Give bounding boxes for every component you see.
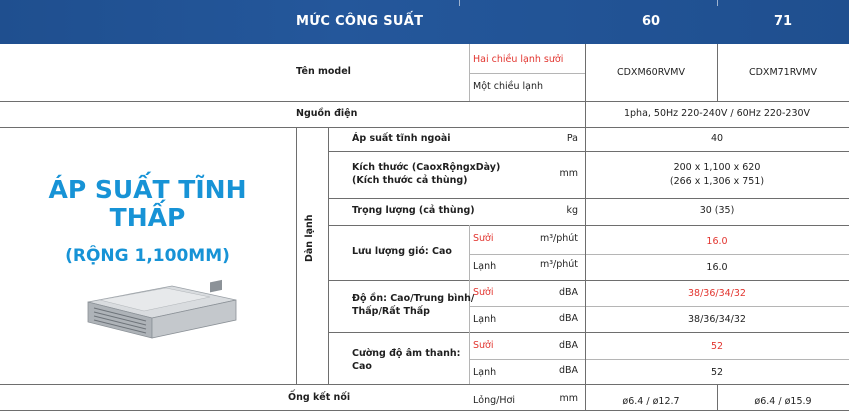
- airflow-cool-value: 16.0: [706, 262, 728, 273]
- piping-60: ø6.4 / ø12.7: [622, 396, 680, 407]
- sound-heat-unit: dBA: [558, 340, 578, 351]
- capacity-60: 60: [641, 14, 661, 29]
- product-title-line1: ÁP SUẤT TĨNH: [48, 175, 247, 204]
- piping-71: ø6.4 / ø15.9: [754, 396, 812, 407]
- sound-cool-unit: dBA: [558, 365, 578, 376]
- row-divider: [0, 101, 849, 102]
- piping-label: Ống kết nối: [288, 392, 351, 403]
- model-71: CDXM71RVMV: [748, 67, 818, 78]
- model-option-cool-only: Một chiều lạnh: [473, 81, 544, 92]
- airflow-cool-label: Lạnh: [473, 261, 497, 272]
- col-divider: [585, 44, 586, 410]
- row-divider: [0, 410, 849, 411]
- power-label: Nguồn điện: [296, 108, 358, 119]
- sound-heat-label: Sưởi: [473, 340, 494, 351]
- power-value: 1pha, 50Hz 220-240V / 60Hz 220-230V: [623, 108, 811, 119]
- sound-power-label-2: Cao: [352, 361, 372, 372]
- airflow-heat-unit: m³/phút: [539, 233, 578, 244]
- capacity-71: 71: [773, 14, 793, 29]
- duct-unit-image: [80, 278, 240, 344]
- header-divider: [459, 0, 460, 6]
- weight-value: 30 (35): [699, 205, 735, 216]
- row-divider: [328, 225, 849, 226]
- weight-label: Trọng lượng (cả thùng): [352, 205, 475, 216]
- model-label: Tên model: [296, 66, 351, 77]
- row-divider: [0, 384, 849, 385]
- pressure-value: 40: [710, 133, 724, 144]
- pressure-unit: Pa: [566, 133, 578, 144]
- row-divider: [469, 73, 585, 74]
- dimensions-value: 200 x 1,100 x 620: [673, 162, 761, 173]
- airflow-label: Lưu lượng gió: Cao: [352, 246, 452, 257]
- sound-heat-value: 52: [710, 341, 724, 352]
- noise-cool-value: 38/36/34/32: [688, 314, 746, 325]
- row-divider: [469, 359, 849, 360]
- noise-cool-label: Lạnh: [473, 314, 497, 325]
- col-divider: [296, 127, 297, 384]
- dimensions-packed-value: (266 x 1,306 x 751): [669, 176, 765, 187]
- dimensions-label-2: (Kích thước cả thùng): [352, 175, 468, 186]
- noise-heat-unit: dBA: [558, 287, 578, 298]
- row-divider: [0, 127, 849, 128]
- piping-sub-label: Lỏng/Hơi: [473, 395, 515, 406]
- row-divider: [328, 332, 849, 333]
- airflow-heat-label: Sưởi: [473, 233, 494, 244]
- dimensions-label: Kích thước (CaoxRộngxDày): [352, 162, 501, 173]
- row-divider: [328, 198, 849, 199]
- row-divider: [469, 254, 849, 255]
- row-divider: [328, 280, 849, 281]
- product-title: [40, 176, 255, 232]
- header-divider: [717, 0, 718, 6]
- noise-label: Độ ồn: Cao/Trung bình/: [352, 293, 475, 304]
- weight-unit: kg: [566, 205, 578, 216]
- header-bar: [0, 0, 849, 44]
- piping-unit: mm: [559, 393, 578, 404]
- airflow-heat-value: 16.0: [706, 236, 728, 247]
- sound-cool-label: Lạnh: [473, 367, 497, 378]
- model-option-heat-cool: Hai chiều lạnh sưởi: [473, 54, 564, 65]
- dimensions-unit: mm: [559, 168, 578, 179]
- col-divider: [469, 44, 470, 101]
- model-60: CDXM60RVMV: [616, 67, 686, 78]
- sound-power-label: Cường độ âm thanh:: [352, 348, 461, 359]
- capacity-heading: MỨC CÔNG SUẤT: [296, 14, 424, 29]
- col-divider: [328, 127, 329, 384]
- airflow-cool-unit: m³/phút: [539, 259, 578, 270]
- row-divider: [469, 306, 849, 307]
- noise-heat-value: 38/36/34/32: [688, 288, 746, 299]
- pressure-label: Áp suất tĩnh ngoài: [352, 133, 451, 144]
- product-subtitle: (RỘNG 1,100MM): [65, 246, 230, 266]
- noise-label-2: Thấp/Rất Thấp: [352, 306, 430, 317]
- noise-cool-unit: dBA: [558, 313, 578, 324]
- indoor-unit-label: Dàn lạnh: [304, 214, 315, 262]
- sound-cool-value: 52: [710, 367, 724, 378]
- noise-heat-label: Sưởi: [473, 287, 494, 298]
- product-title-line2: THẤP: [109, 203, 186, 232]
- row-divider: [328, 151, 849, 152]
